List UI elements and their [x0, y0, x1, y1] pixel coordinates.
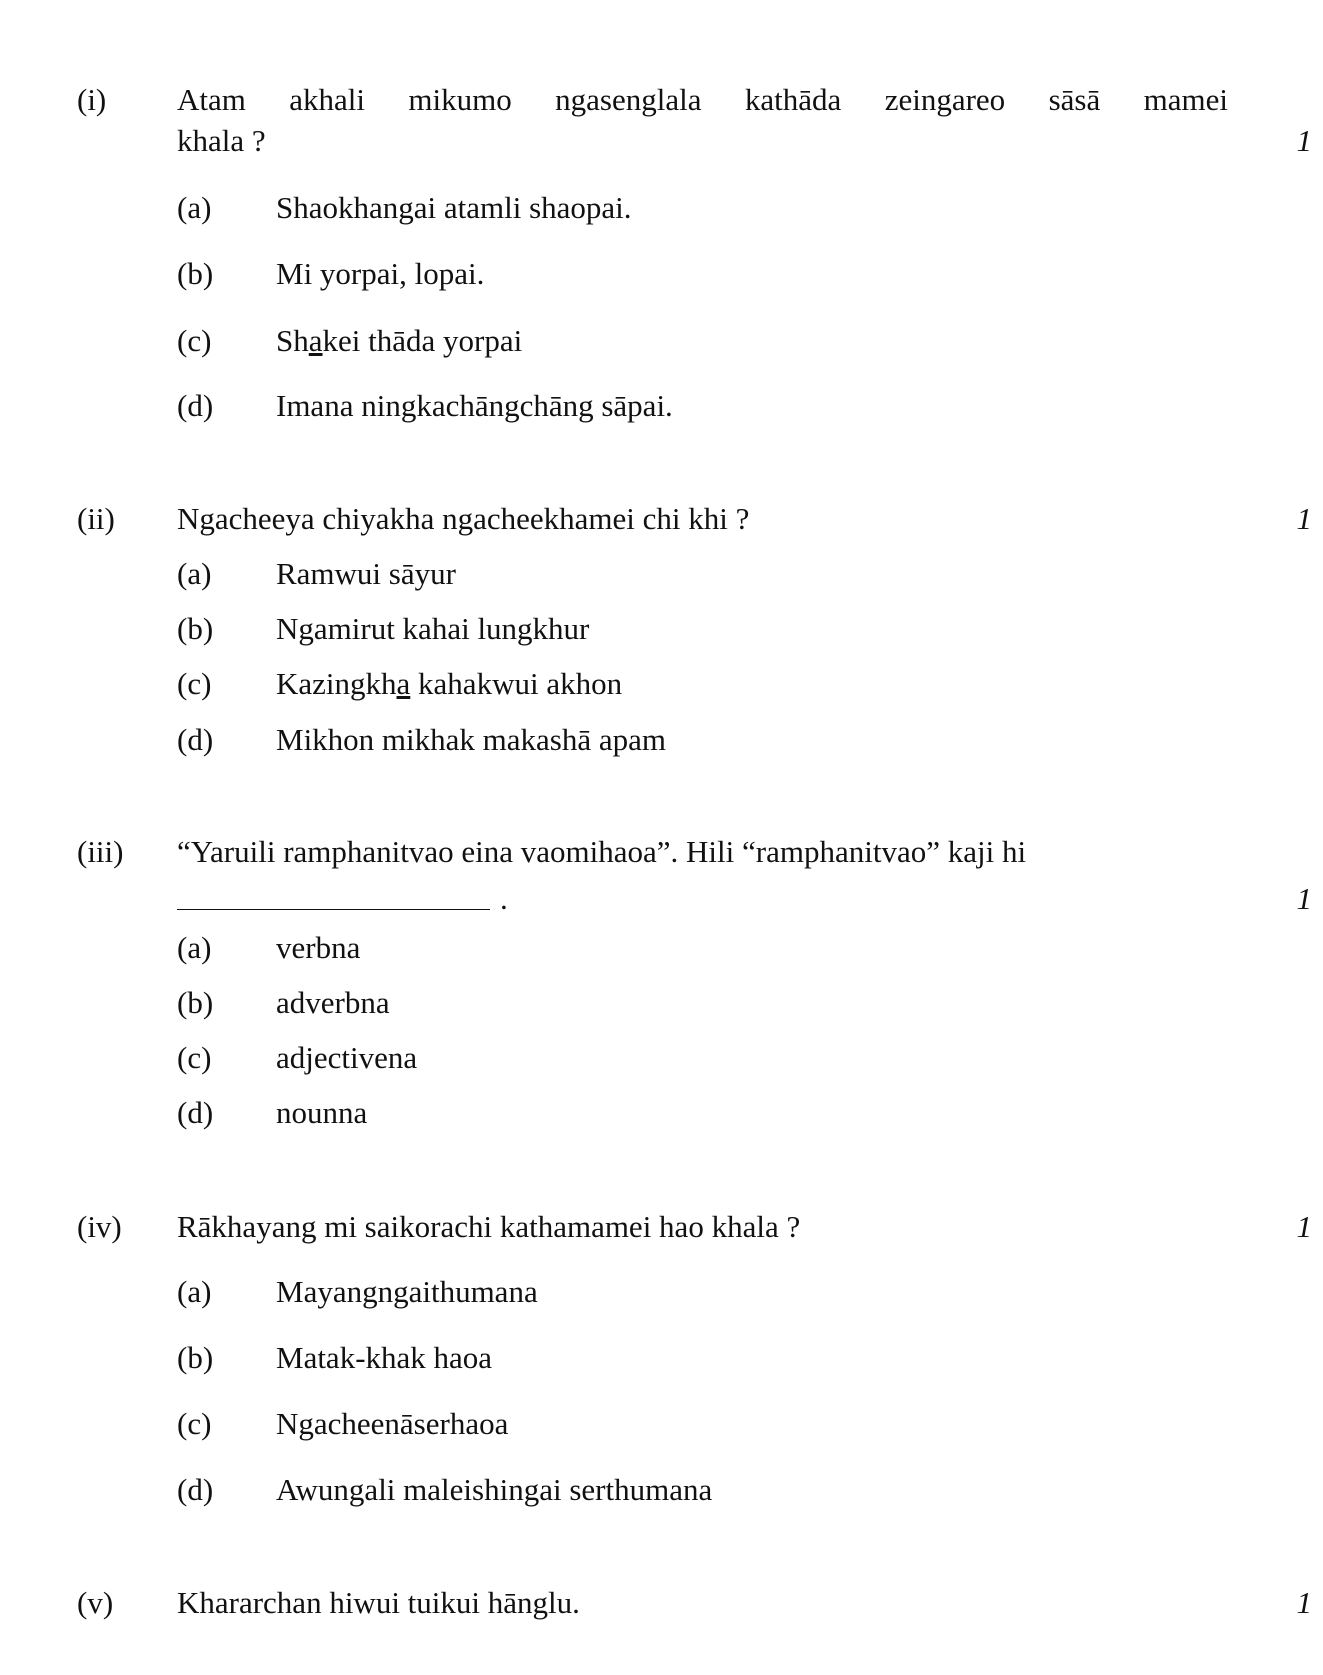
option-text: adjectivena [276, 1040, 418, 1075]
option-label: (a) [177, 1274, 212, 1309]
question-number: (ii) [77, 501, 115, 536]
question-text: Ngacheeya chiyakha ngacheekhamei chi khi ? [177, 501, 750, 536]
option-text: Mi yorpai, lopai. [276, 256, 485, 291]
option-label: (d) [177, 1095, 214, 1130]
question-number: (iv) [77, 1209, 122, 1244]
question-text: “Yaruili ramphanitvao eina vaomihaoa”. Hili “ramphanitvao” kaji hi [177, 834, 1027, 869]
option-text: Mayangngaithumana [276, 1274, 538, 1309]
option-text [276, 665, 622, 703]
option-text: Shaokhangai atamli shaopai. [276, 190, 632, 225]
option-text: Mikhon mikhak makashā apam [276, 722, 666, 757]
underlined-letter: a [308, 323, 323, 358]
option-label: (d) [177, 388, 214, 423]
question-number: (i) [77, 82, 107, 117]
option-text: Ramwui sāyur [276, 556, 456, 591]
option-label: (c) [177, 1040, 212, 1075]
option-text: Matak-khak haoa [276, 1340, 493, 1375]
question-number: (iii) [77, 834, 124, 869]
question-text: Khararchan hiwui tuikui hānglu. [177, 1585, 580, 1620]
option-label: (d) [177, 1472, 214, 1507]
option-text-post: kei thāda yorpai [322, 323, 523, 358]
option-label: (a) [177, 190, 212, 225]
option-text: Ngamirut kahai lungkhur [276, 611, 590, 646]
option-label: (c) [177, 1406, 212, 1441]
option-text [276, 322, 522, 360]
option-label: (c) [177, 323, 212, 358]
question-marks: 1 [1296, 1585, 1312, 1620]
option-label: (c) [177, 666, 212, 701]
option-label: (b) [177, 256, 214, 291]
option-text: Awungali maleishingai serthumana [276, 1472, 713, 1507]
question-text: Atam akhali mikumo ngasenglala kathāda zeingareo sāsā mamei [177, 82, 1228, 117]
question-marks: 1 [1296, 1209, 1312, 1244]
underlined-letter: a [396, 666, 411, 701]
question-marks: 1 [1296, 501, 1312, 536]
option-label: (b) [177, 985, 214, 1020]
option-text: adverbna [276, 985, 390, 1020]
question-text-continued: khala ? [177, 123, 266, 158]
option-label: (b) [177, 1340, 214, 1375]
option-text: verbna [276, 930, 361, 965]
option-text-post: kahakwui akhon [410, 666, 623, 701]
option-text: nounna [276, 1095, 368, 1130]
option-text-pre: Sh [276, 323, 309, 358]
option-label: (a) [177, 930, 212, 965]
question-text: Rākhayang mi saikorachi kathamamei hao khala ? [177, 1209, 801, 1244]
option-label: (d) [177, 722, 214, 757]
question-marks: 1 [1296, 881, 1312, 916]
blank-end-punctuation: . [500, 881, 508, 916]
question-number: (v) [77, 1585, 114, 1620]
option-text: Imana ningkachāngchāng sāpai. [276, 388, 673, 423]
option-label: (b) [177, 611, 214, 646]
option-text: Ngacheenāserhaoa [276, 1406, 509, 1441]
question-marks: 1 [1296, 123, 1312, 158]
option-text-pre: Kazingkh [276, 666, 397, 701]
fill-in-blank-line [177, 909, 490, 910]
option-label: (a) [177, 556, 212, 591]
